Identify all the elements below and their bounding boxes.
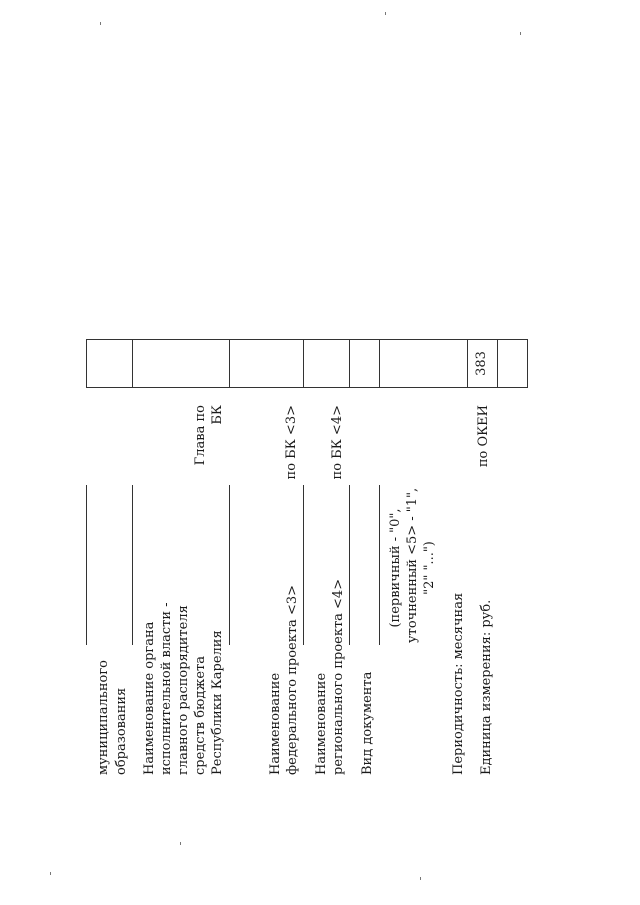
scan-speck bbox=[420, 877, 421, 880]
label-federal-line1: Наименование bbox=[268, 672, 283, 775]
scan-speck bbox=[50, 872, 51, 875]
scan-speck bbox=[100, 22, 101, 25]
field-line-federal bbox=[303, 485, 304, 645]
label-municipal-line2: образования bbox=[114, 687, 129, 775]
code-reg-bk: по БК <4> bbox=[330, 405, 345, 480]
label-municipal-line1: муниципального bbox=[96, 660, 111, 775]
code-glava-line1: Глава по bbox=[193, 405, 208, 466]
scan-speck bbox=[520, 32, 521, 35]
label-unit: Единица измерения: руб. bbox=[479, 599, 494, 775]
label-periodicity: Периодичность: месячная bbox=[451, 592, 466, 775]
field-line-regional bbox=[349, 485, 350, 645]
label-organ-line2: исполнительной власти - bbox=[159, 602, 174, 775]
label-organ-line3: главного распорядителя bbox=[176, 605, 191, 775]
code-table-row-4 bbox=[303, 339, 304, 388]
code-table-row-6 bbox=[379, 339, 380, 388]
field-line-doc-type bbox=[379, 485, 380, 645]
label-doc-type: Вид документа bbox=[360, 671, 375, 775]
code-table-row-8 bbox=[497, 339, 498, 388]
code-fed-bk: по БК <3> bbox=[284, 405, 299, 480]
code-table-row-2 bbox=[132, 339, 133, 388]
code-table-right-border bbox=[86, 339, 528, 340]
field-line-top bbox=[86, 485, 87, 645]
code-glava-line2: БК bbox=[210, 405, 225, 425]
okei-value: 383 bbox=[474, 351, 489, 376]
doc-type-note-line2: уточненный <5> - "1", bbox=[405, 487, 420, 643]
code-table-row-1 bbox=[86, 339, 87, 388]
label-regional-line2: регионального проекта <4> bbox=[331, 578, 346, 775]
label-federal-line2: федерального проекта <3> bbox=[285, 585, 300, 775]
label-organ-line4: средств бюджета bbox=[193, 656, 208, 775]
code-okei-label: по ОКЕИ bbox=[476, 405, 491, 468]
label-organ-line1: Наименование органа bbox=[142, 621, 157, 775]
code-table-row-5 bbox=[349, 339, 350, 388]
label-regional-line1: Наименование bbox=[314, 672, 329, 775]
field-line-organ bbox=[229, 485, 230, 645]
code-table-row-3 bbox=[229, 339, 230, 388]
code-table-left-border bbox=[86, 387, 528, 388]
code-table-row-7 bbox=[467, 339, 468, 388]
label-organ-line5: Республики Карелия bbox=[210, 630, 225, 775]
doc-type-note-line3: "2" "...") bbox=[422, 541, 437, 595]
scan-speck bbox=[385, 12, 386, 15]
doc-type-note-line1: (первичный - "0", bbox=[388, 508, 403, 628]
field-line-municipal bbox=[132, 485, 133, 645]
code-table-row-9 bbox=[527, 339, 528, 388]
scan-speck bbox=[180, 842, 181, 845]
